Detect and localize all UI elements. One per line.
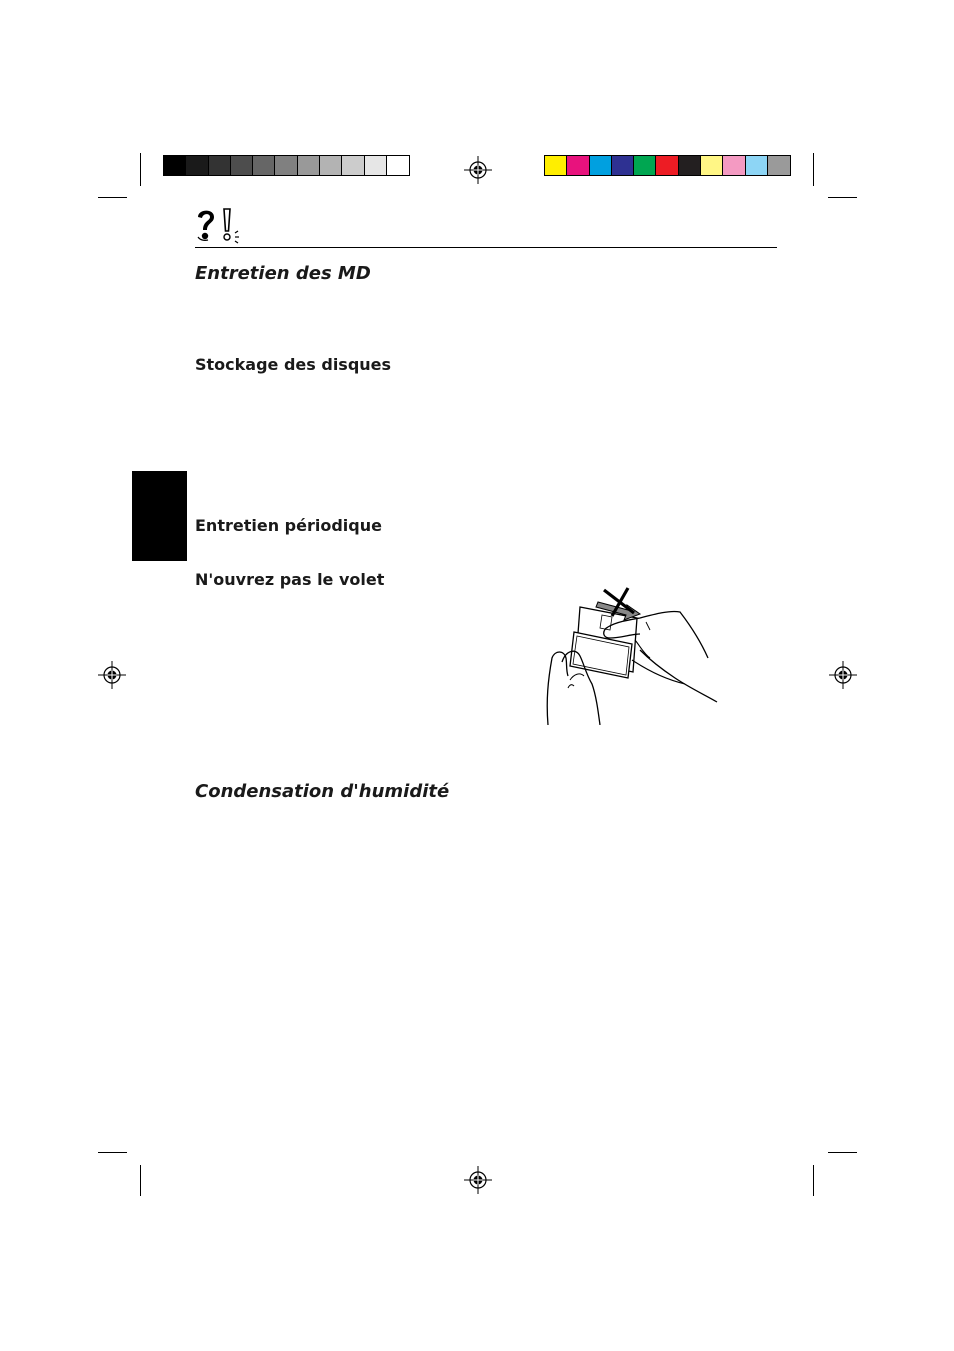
color-swatch: [612, 156, 634, 175]
gray-swatch: [275, 156, 297, 175]
color-swatch: [590, 156, 612, 175]
gray-swatch: [365, 156, 387, 175]
color-swatch: [701, 156, 723, 175]
process-color-bar: [544, 155, 791, 176]
gray-swatch: [209, 156, 231, 175]
color-swatch: [567, 156, 589, 175]
gray-swatch: [231, 156, 253, 175]
crop-mark-bottom-left-horizontal: [98, 1152, 127, 1153]
subsection-title-storage: Stockage des disques: [195, 355, 392, 374]
section-title-condensation: Condensation d'humidité: [195, 781, 450, 802]
subsection-title-shutter: N'ouvrez pas le volet: [195, 570, 385, 589]
color-swatch: [545, 156, 567, 175]
color-swatch: [679, 156, 701, 175]
gray-swatch: [387, 156, 409, 175]
registration-mark-left-icon: [98, 661, 126, 689]
gray-swatch: [186, 156, 208, 175]
language-side-tab: [132, 471, 187, 561]
crop-mark-bottom-left-vertical: [140, 1165, 141, 1196]
section-title-maintenance: Entretien des MD: [195, 263, 371, 284]
crop-mark-top-left-horizontal: [98, 197, 127, 198]
crop-mark-top-left-vertical: [140, 153, 141, 186]
gray-swatch: [320, 156, 342, 175]
subsection-title-periodic: Entretien périodique: [195, 516, 382, 535]
color-swatch: [768, 156, 790, 175]
crop-mark-top-right-horizontal: [828, 197, 857, 198]
crop-mark-bottom-right-vertical: [813, 1165, 814, 1196]
color-swatch: [656, 156, 678, 175]
registration-mark-right-icon: [829, 661, 857, 689]
crop-mark-top-right-vertical: [813, 153, 814, 186]
registration-mark-top-icon: [464, 156, 492, 184]
color-swatch: [746, 156, 768, 175]
grayscale-color-bar: [163, 155, 410, 176]
md-shutter-illustration: [540, 580, 725, 725]
header-rule: [195, 247, 777, 248]
color-swatch: [634, 156, 656, 175]
gray-swatch: [164, 156, 186, 175]
gray-swatch: [342, 156, 364, 175]
gray-swatch: [298, 156, 320, 175]
gray-swatch: [253, 156, 275, 175]
registration-mark-bottom-icon: [464, 1166, 492, 1194]
crop-mark-bottom-right-horizontal: [828, 1152, 857, 1153]
question-exclamation-icon: [194, 206, 246, 246]
color-swatch: [723, 156, 745, 175]
